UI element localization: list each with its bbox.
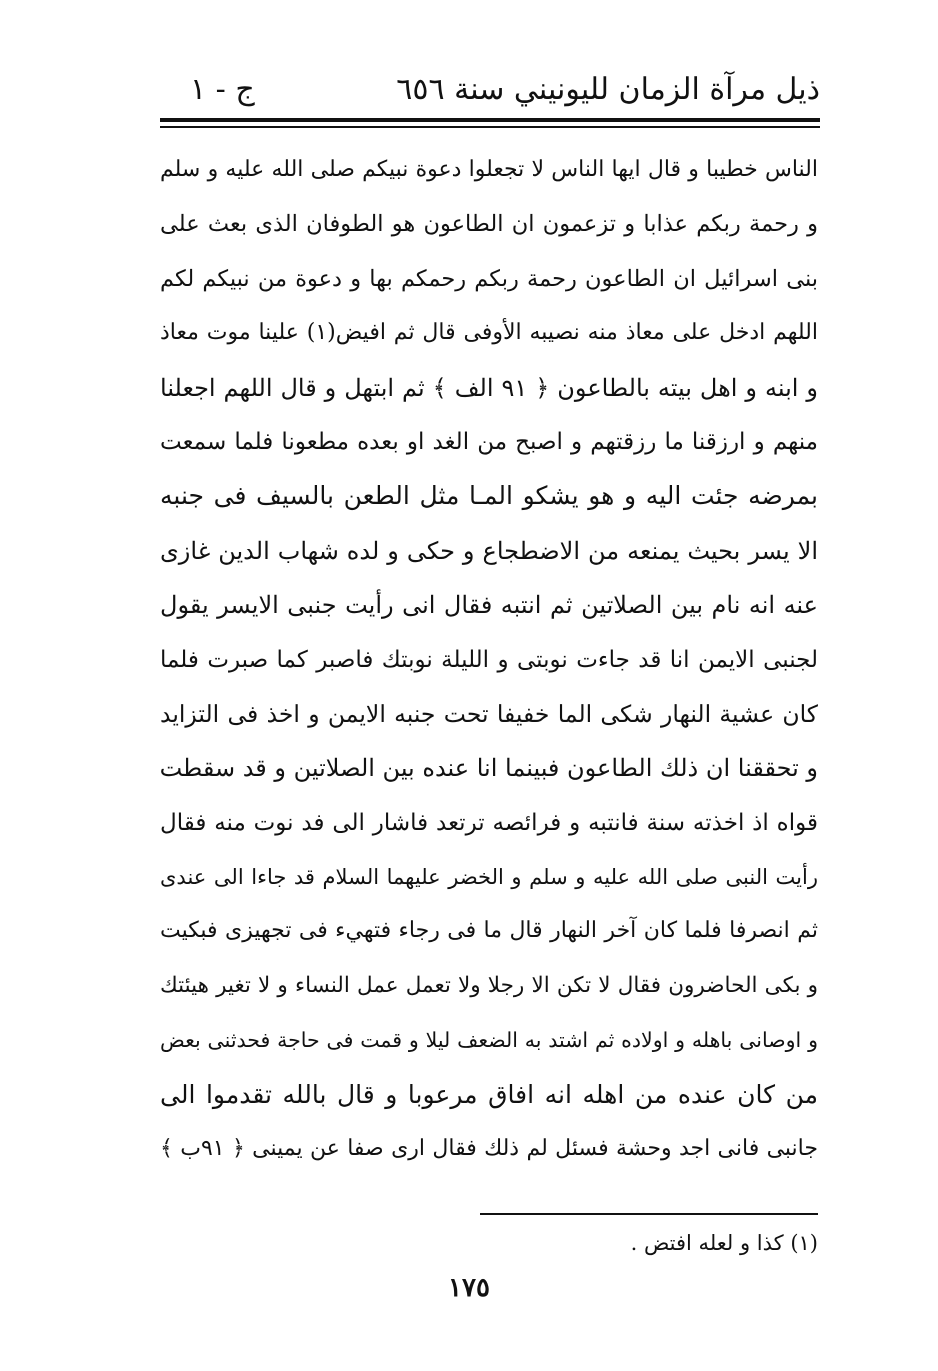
text-line: الا يسر بحيث يمنعه من الاضطجاع و حكى و لده شهاب الدين غازى: [160, 536, 818, 565]
text-line: عنه انه نام بين الصلاتين ثم انتبه فقال انى رأيت جنبى الايسر يقول: [160, 591, 818, 620]
text-line: بنى اسرائيل ان الطاعون رحمة ربكم رحمكم بها و دعوة من نبيكم لكم: [160, 265, 818, 292]
text-line: اللهم ادخل على معاذ منه نصيبه الأوفى قال ثم افيض(١) علينا موت معاذ: [160, 320, 818, 346]
footnote: (١) كذا و لعله افتض .: [630, 1231, 818, 1255]
footnote-separator: [480, 1213, 818, 1215]
text-line: و رحمة ربكم عذابا و تزعمون ان الطاعون هو الطوفان الذى بعث على: [160, 211, 818, 238]
text-line: و ابنه و اهل بيته بالطاعون ﴿ ٩١ الف ﴾ ثم ابتهل و قال اللهم اجعلنا: [160, 373, 818, 402]
text-line: من كان عنده من اهله انه افاق مرعوبا و قال بالله تقدموا الى: [160, 1079, 818, 1109]
text-line: و اوصانى باهله و اولاده ثم اشتد به الضعف ليلا و قمت فى حاجة فحدثنى بعض: [160, 1028, 818, 1053]
header-rule-thick: [160, 118, 820, 122]
text-line: جانبى فانى اجد وحشة فسئل لم ذلك فقال ارى صفا عن يمينى ﴿ ٩١ب ﴾: [160, 1136, 818, 1162]
text-line: ثم انصرفا فلما كان آخر النهار قال ما فى رجاء فتهيء فى تجهيزى فبكيت: [160, 918, 818, 944]
text-line: كان عشية النهار شكى الما خفيفا تحت جنبه الايمن و اخذ فى التزايد: [160, 699, 818, 728]
text-line: بمرضه جئت اليه و هو يشكو المـا مثل الطعن بالسيف فى جنبه: [160, 481, 818, 511]
text-line: قواه اذ اخذته سنة فانتبه و فرائصه ترتعد فاشار الى فد نوت منه فقال: [160, 809, 818, 836]
running-title: ذيل مرآة الزمان لليونيني سنة ٦٥٦: [396, 72, 820, 107]
text-line: و بكى الحاضرون فقال لا تكن الا رجلا ولا تعمل عمل النساء و لا تغير هيئتك: [160, 972, 818, 998]
text-line: منهم و ارزقنا ما رزقتهم و اصبح من الغد او بعده مطعونا فلما سمعت: [160, 428, 818, 455]
text-line: الناس خطيبا و قال ايها الناس لا تجعلوا دعوة نبيكم صلى الله عليه و سلم: [160, 157, 818, 182]
running-header: [160, 66, 820, 114]
volume-number: ج - ١: [190, 72, 255, 107]
text-line: لجنبى الايمن انا قد جاءت نوبتى و الليلة نوبتك فاصبر كما صبرت فلما: [160, 646, 818, 673]
header-rule-thin: [160, 126, 820, 128]
text-line: و تحققنا ان ذلك الطاعون فبينما انا عنده بين الصلاتين و قد سقطت: [160, 754, 818, 783]
page-number: ١٧٥: [448, 1273, 490, 1303]
main-text: [160, 143, 818, 1176]
text-line: رأيت النبى صلى الله عليه و سلم و الخضر عليهما السلام قد جاءا الى عندى: [160, 865, 818, 890]
